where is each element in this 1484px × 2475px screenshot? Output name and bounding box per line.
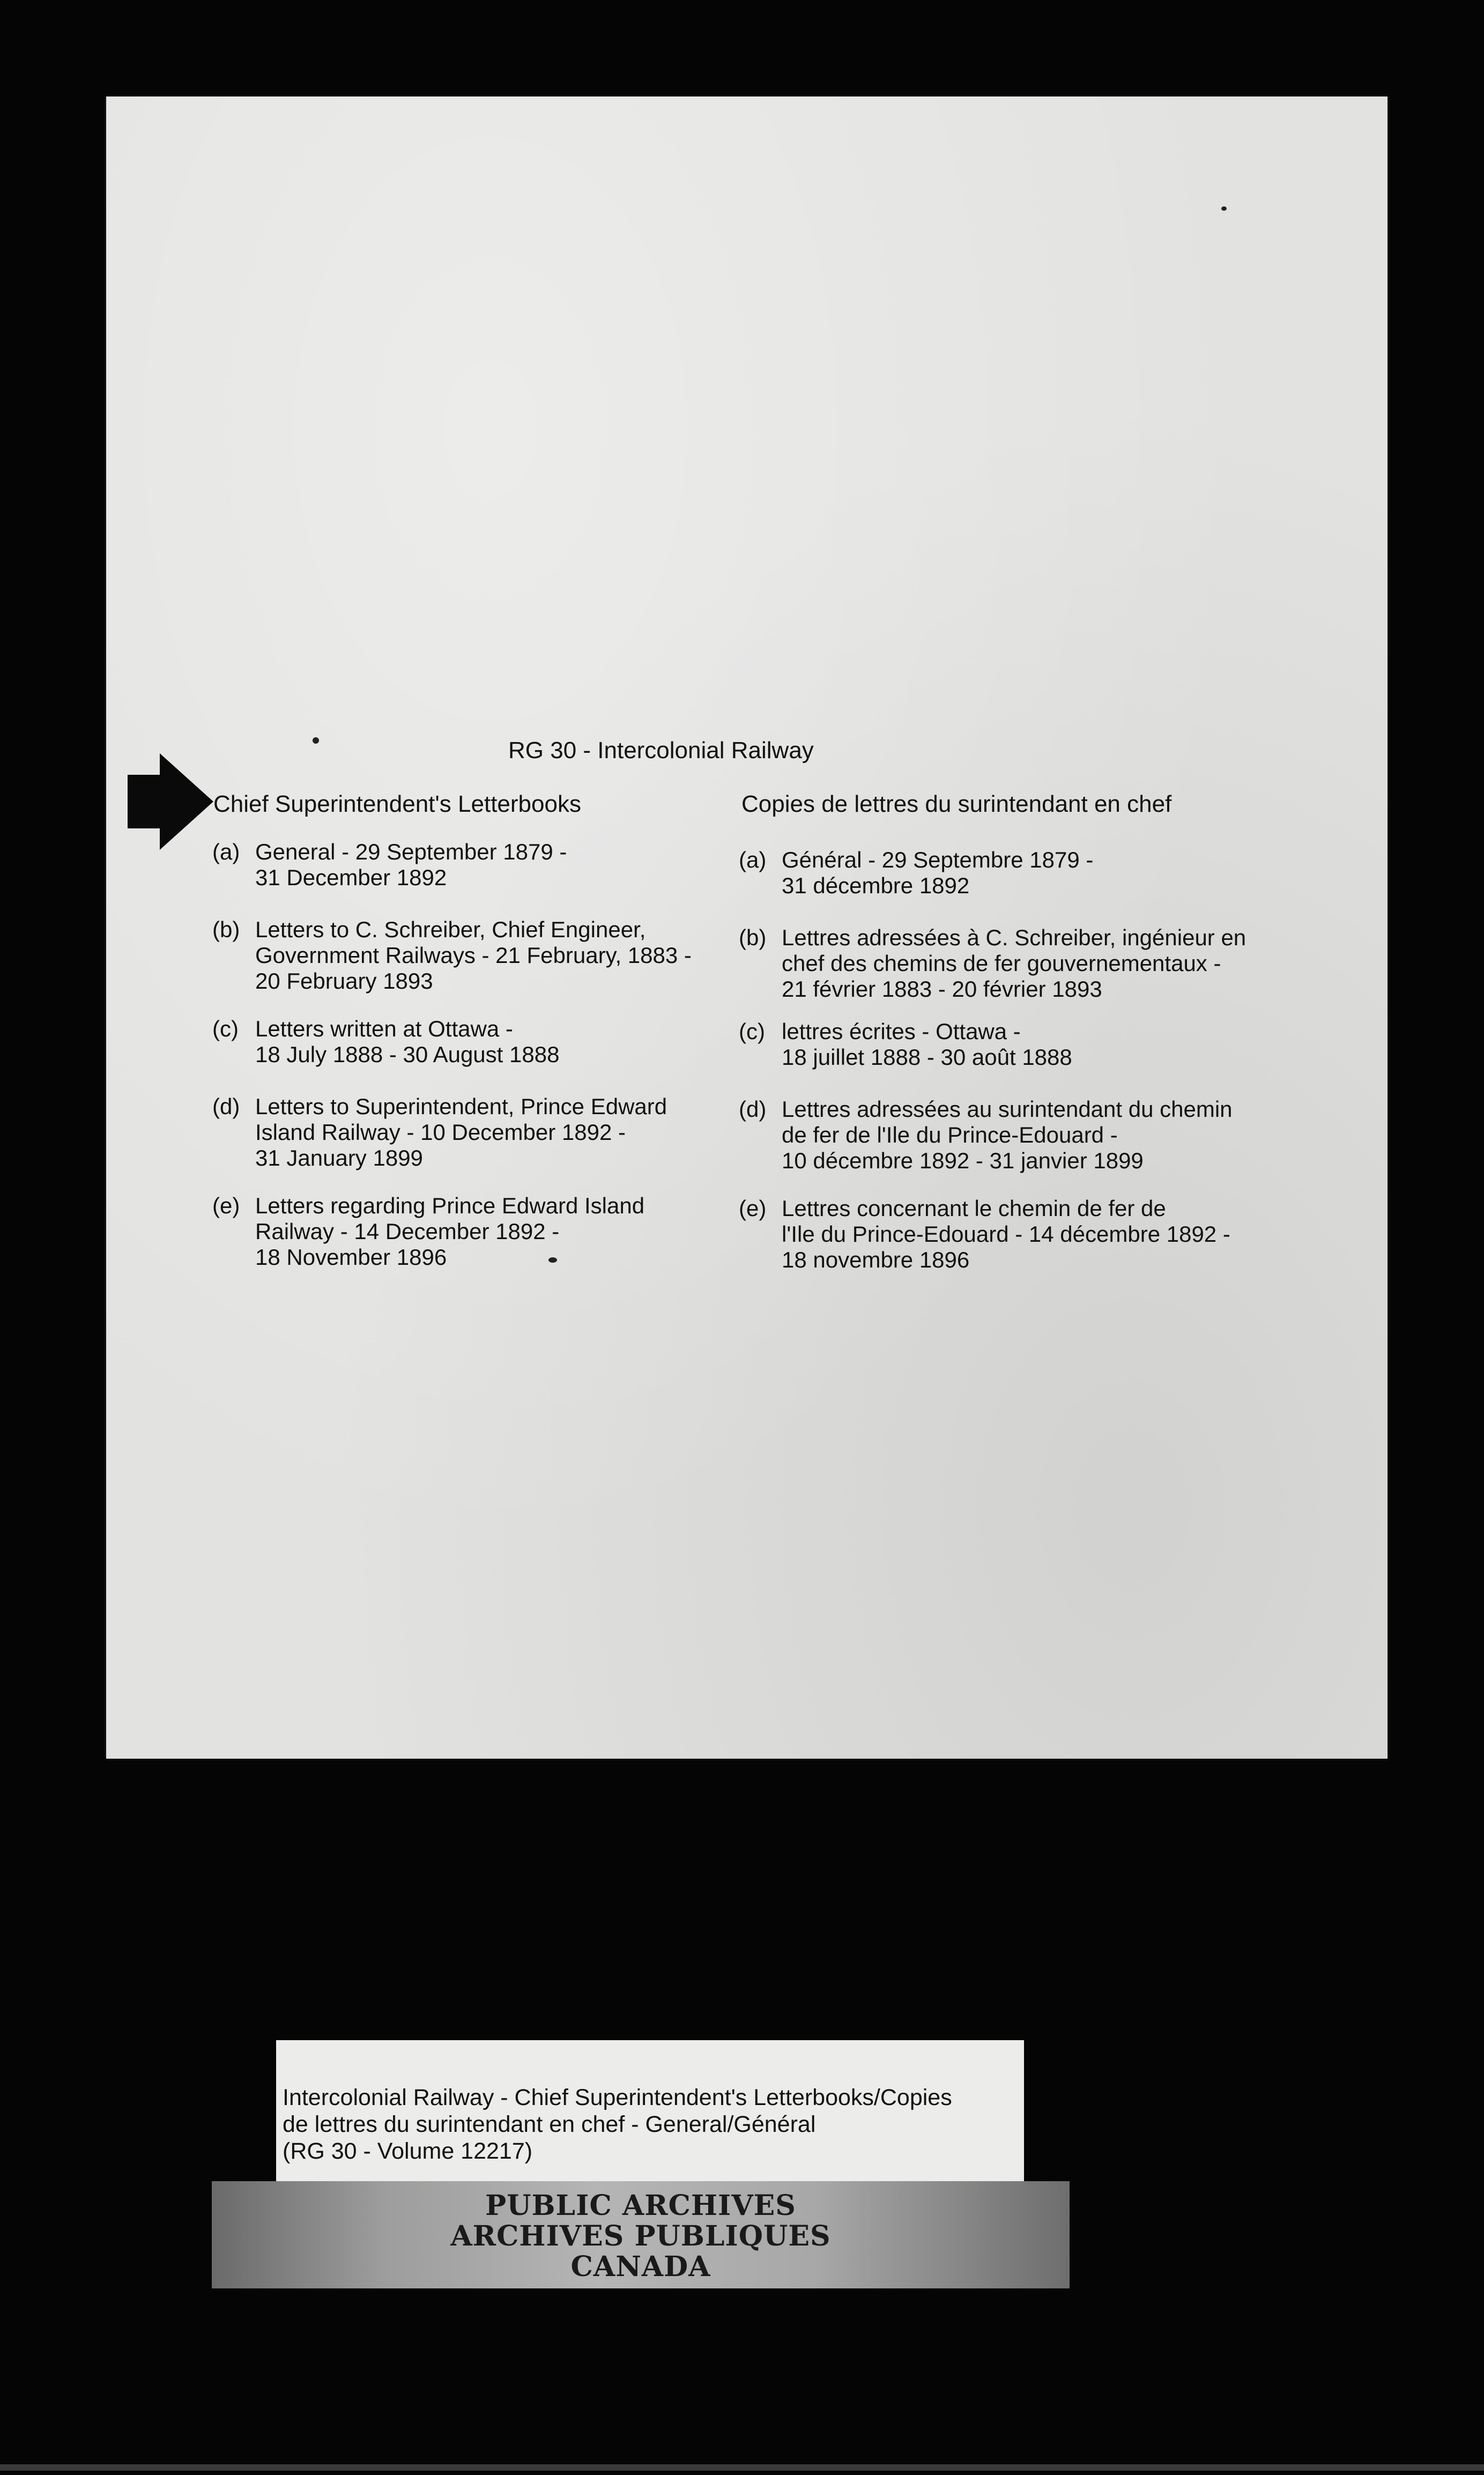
entry-en-e — [212, 1193, 722, 1279]
archive-line: PUBLIC ARCHIVES — [485, 2189, 796, 2222]
document-title: RG 30 - Intercolonial Railway — [508, 737, 814, 764]
archive-stamp — [212, 2181, 1070, 2288]
entry-letter: (b) — [212, 917, 240, 942]
entry-en-b — [212, 917, 722, 1003]
speck-mark — [1221, 206, 1227, 211]
entry-letter: (d) — [739, 1096, 767, 1122]
catalog-label-text — [283, 2084, 1022, 2165]
entry-fr-e — [739, 1196, 1280, 1281]
arrow-right-icon — [128, 753, 213, 850]
label-line: de lettres du surintendant en chef - General/Général — [283, 2111, 816, 2137]
entry-text: Letters to Superintendent, Prince Edward Island Railway - 10 December 1892 - 31 January 1899 — [255, 1094, 667, 1170]
archive-line: CANADA — [570, 2250, 711, 2283]
entry-text: Letters written at Ottawa - 18 July 1888 - 30 August 1888 — [255, 1016, 560, 1067]
entry-text: Letters regarding Prince Edward Island Railway - 14 December 1892 - 18 November 1896 — [255, 1193, 645, 1270]
entry-text: Lettres adressées à C. Schreiber, ingénieur en chef des chemins de fer gouvernementaux - 21 février 1883 - 20 février 1893 — [782, 925, 1246, 1002]
entry-en-a — [212, 839, 722, 898]
entry-letter: (c) — [212, 1016, 239, 1041]
entry-text: Général - 29 Septembre 1879 - 31 décembre 1892 — [782, 847, 1094, 898]
document-page — [106, 97, 1387, 1759]
entry-letter: (c) — [739, 1019, 765, 1044]
label-line: (RG 30 - Volume 12217) — [283, 2138, 533, 2164]
heading-english: Chief Superintendent's Letterbooks — [213, 791, 581, 817]
entry-text: lettres écrites - Ottawa - 18 juillet 1888 - 30 août 1888 — [782, 1019, 1072, 1070]
film-edge-strip — [0, 2464, 1484, 2471]
heading-french: Copies de lettres du surintendant en chef — [741, 791, 1172, 817]
entry-fr-a — [739, 847, 1280, 906]
entry-en-c — [212, 1016, 722, 1075]
entry-letter: (b) — [739, 925, 767, 950]
entry-letter: (a) — [212, 839, 240, 864]
entry-text: Lettres concernant le chemin de fer de l'Ile du Prince-Edouard - 14 décembre 1892 - 18 novembre 1896 — [782, 1196, 1230, 1272]
entry-letter: (e) — [739, 1196, 767, 1221]
catalog-label-card — [276, 2040, 1024, 2182]
entry-fr-d — [739, 1096, 1280, 1182]
entry-text: Letters to C. Schreiber, Chief Engineer, Government Railways - 21 February, 1883 - 20 February 1893 — [255, 917, 692, 994]
label-line: Intercolonial Railway - Chief Superintendent's Letterbooks/Copies — [283, 2085, 952, 2110]
speck-mark — [313, 737, 319, 744]
entry-text: Lettres adressées au surintendant du chemin de fer de l'Ile du Prince-Edouard - 10 décembre 1892 - 31 janvier 1899 — [782, 1096, 1233, 1173]
entry-letter: (d) — [212, 1094, 240, 1119]
entry-en-d — [212, 1094, 722, 1180]
archive-line: ARCHIVES PUBLIQUES — [450, 2220, 831, 2252]
entry-letter: (e) — [212, 1193, 240, 1218]
entry-fr-c — [739, 1019, 1280, 1078]
entry-text: General - 29 September 1879 - 31 December 1892 — [255, 839, 567, 890]
entry-fr-b — [739, 925, 1280, 1011]
entry-letter: (a) — [739, 847, 767, 872]
